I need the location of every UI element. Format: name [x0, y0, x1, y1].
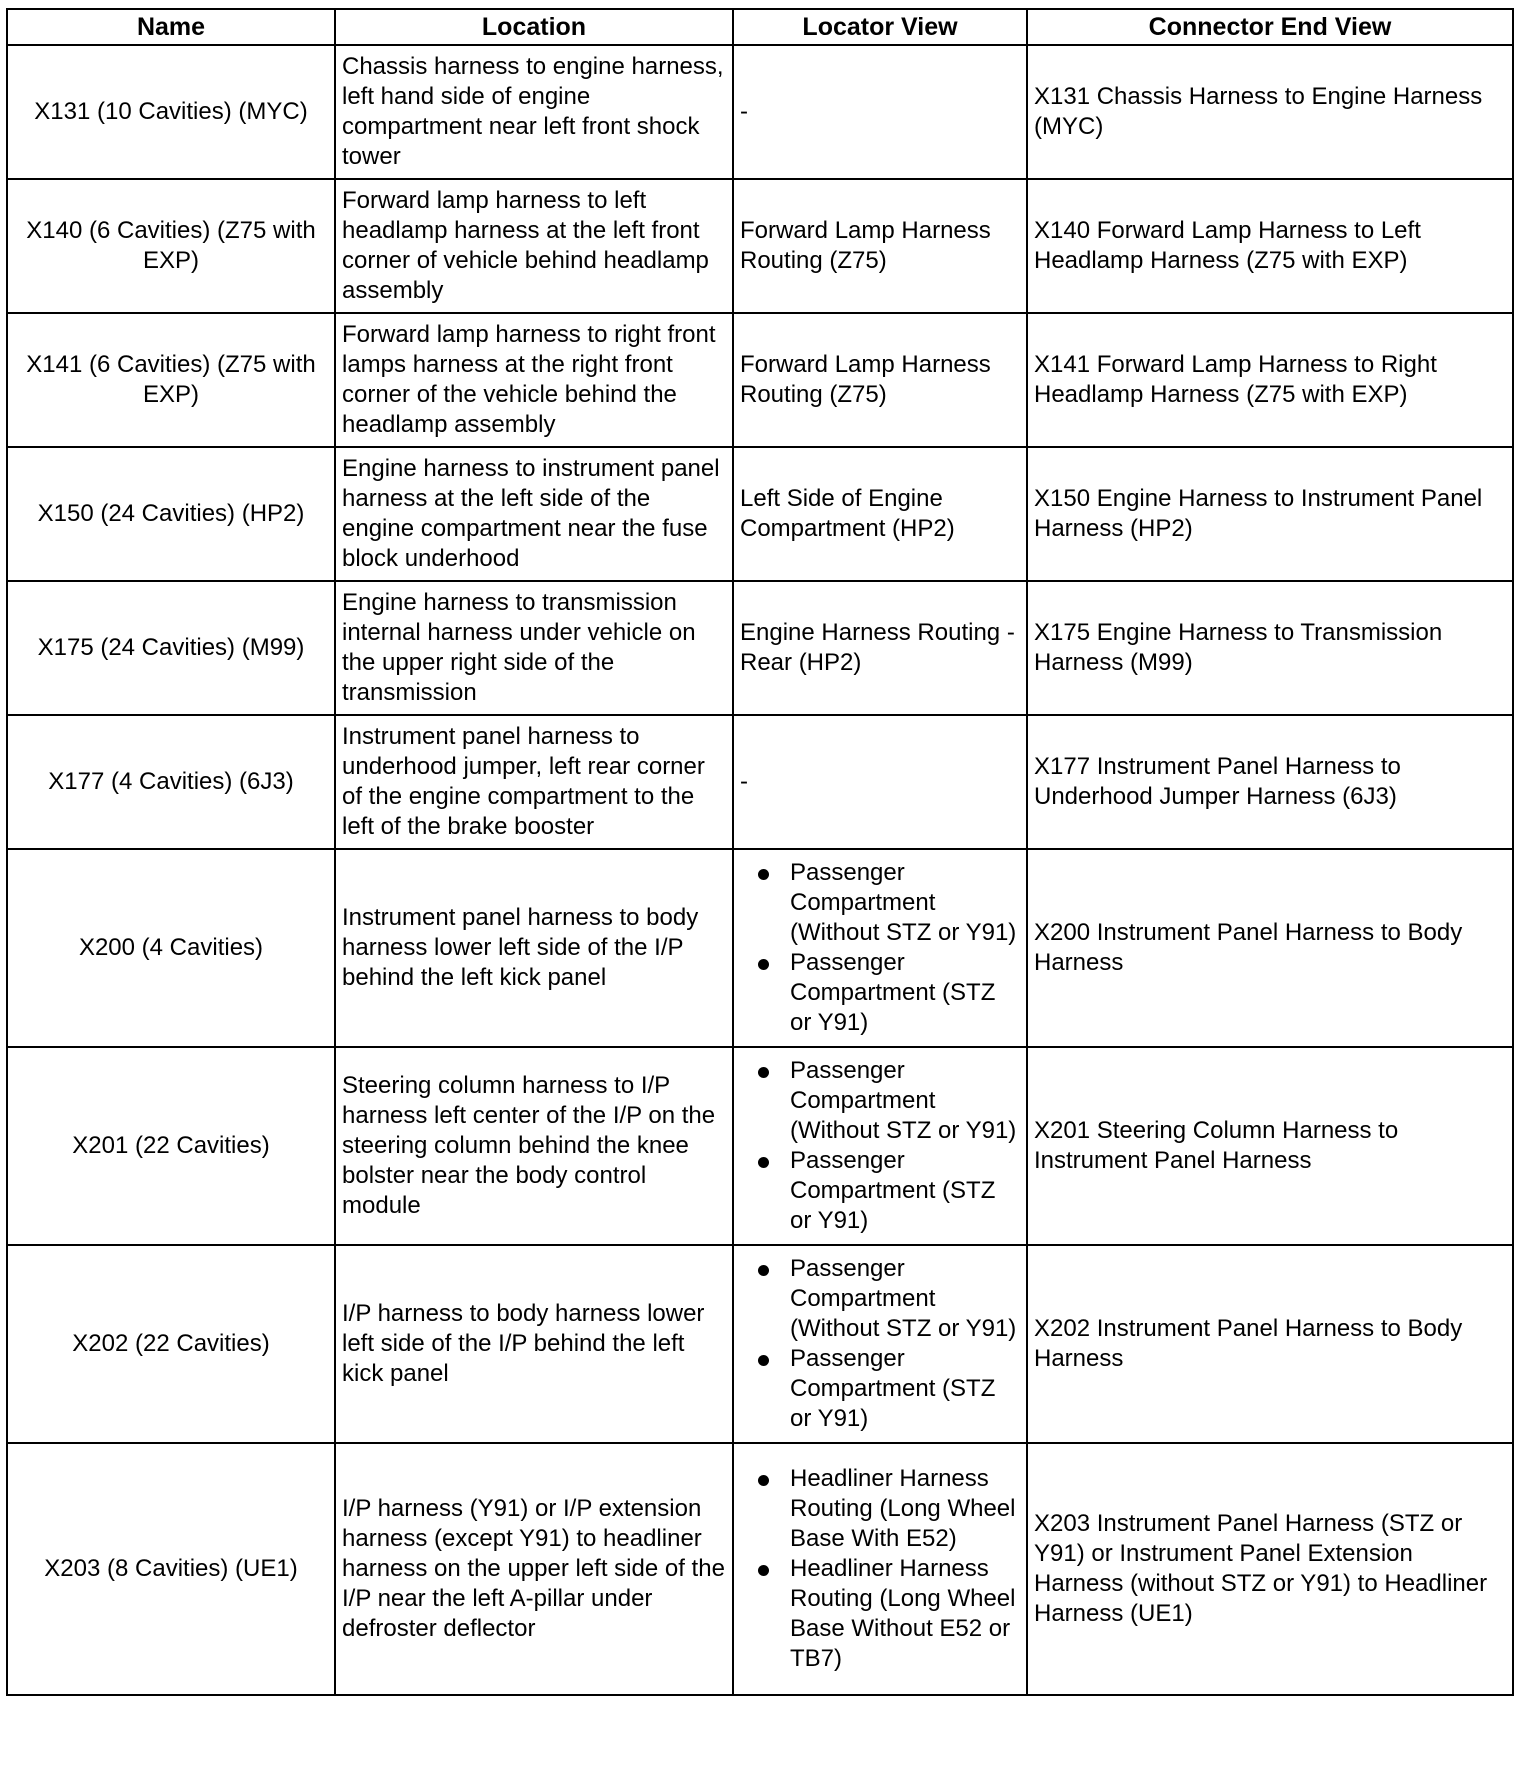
list-item [740, 1146, 1019, 1236]
connector-end-view: X175 Engine Harness to Transmission Harness (M99) [1027, 581, 1513, 715]
locator-view-list [740, 1464, 1019, 1674]
connector-location: Instrument panel harness to body harness lower left side of the I/P behind the left kick panel [335, 849, 733, 1047]
connector-name: X177 (4 Cavities) (6J3) [7, 715, 335, 849]
header-connector-end-view: Connector End View [1027, 9, 1513, 45]
list-item [740, 1344, 1019, 1434]
table-row [7, 581, 1513, 715]
locator-view-link: Passenger Compartment (Without STZ or Y91) [790, 1255, 1017, 1342]
table-row [7, 1047, 1513, 1245]
connector-end-view: X177 Instrument Panel Harness to Underhood Jumper Harness (6J3) [1027, 715, 1513, 849]
connector-name: X203 (8 Cavities) (UE1) [7, 1443, 335, 1695]
locator-view-link: Passenger Compartment (Without STZ or Y91) [790, 1057, 1017, 1144]
connector-location: Engine harness to instrument panel harness at the left side of the engine compartment near the fuse block underhood [335, 447, 733, 581]
connector-location: Engine harness to transmission internal harness under vehicle on the upper right side of the transmission [335, 581, 733, 715]
table-row [7, 1245, 1513, 1443]
locator-view: Engine Harness Routing - Rear (HP2) [733, 581, 1027, 715]
list-item [740, 858, 1019, 948]
connector-end-view: X202 Instrument Panel Harness to Body Harness [1027, 1245, 1513, 1443]
connector-name: X202 (22 Cavities) [7, 1245, 335, 1443]
connector-name: X150 (24 Cavities) (HP2) [7, 447, 335, 581]
locator-view-link: Headliner Harness Routing (Long Wheel Base Without E52 or TB7) [790, 1555, 1016, 1672]
locator-view [733, 849, 1027, 1047]
list-item [740, 948, 1019, 1038]
connector-end-view: X150 Engine Harness to Instrument Panel Harness (HP2) [1027, 447, 1513, 581]
table-row [7, 179, 1513, 313]
locator-view-link: Passenger Compartment (STZ or Y91) [790, 949, 996, 1036]
locator-view [733, 1047, 1027, 1245]
connector-name: X131 (10 Cavities) (MYC) [7, 45, 335, 179]
locator-view: Left Side of Engine Compartment (HP2) [733, 447, 1027, 581]
bullet-icon [758, 1355, 769, 1366]
connector-end-view: X203 Instrument Panel Harness (STZ or Y91) or Instrument Panel Extension Harness (without STZ or Y91) to Headliner Harness (UE1) [1027, 1443, 1513, 1695]
locator-view: Forward Lamp Harness Routing (Z75) [733, 179, 1027, 313]
bullet-icon [758, 869, 769, 880]
connector-location: Steering column harness to I/P harness left center of the I/P on the steering column behind the knee bolster near the body control module [335, 1047, 733, 1245]
locator-view [733, 1443, 1027, 1695]
connector-location: Chassis harness to engine harness, left hand side of engine compartment near left front shock tower [335, 45, 733, 179]
list-item [740, 1464, 1019, 1554]
connector-table [6, 8, 1514, 1696]
bullet-icon [758, 1265, 769, 1276]
connector-location: Instrument panel harness to underhood jumper, left rear corner of the engine compartment to the left of the brake booster [335, 715, 733, 849]
bullet-icon [758, 1565, 769, 1576]
list-item [740, 1254, 1019, 1344]
bullet-icon [758, 1157, 769, 1168]
bullet-icon [758, 959, 769, 970]
header-name: Name [7, 9, 335, 45]
connector-location: Forward lamp harness to right front lamps harness at the right front corner of the vehicle behind the headlamp assembly [335, 313, 733, 447]
header-locator-view: Locator View [733, 9, 1027, 45]
connector-name: X201 (22 Cavities) [7, 1047, 335, 1245]
locator-view: - [733, 715, 1027, 849]
connector-name: X175 (24 Cavities) (M99) [7, 581, 335, 715]
connector-end-view: X131 Chassis Harness to Engine Harness (MYC) [1027, 45, 1513, 179]
locator-view-list [740, 858, 1019, 1038]
table-row [7, 1443, 1513, 1695]
bullet-icon [758, 1475, 769, 1486]
table-row [7, 715, 1513, 849]
locator-view [733, 1245, 1027, 1443]
locator-view-link: Headliner Harness Routing (Long Wheel Base With E52) [790, 1465, 1016, 1552]
header-row [7, 9, 1513, 45]
bullet-icon [758, 1067, 769, 1078]
table-row [7, 313, 1513, 447]
connector-end-view: X200 Instrument Panel Harness to Body Harness [1027, 849, 1513, 1047]
connector-name: X200 (4 Cavities) [7, 849, 335, 1047]
connector-end-view: X201 Steering Column Harness to Instrument Panel Harness [1027, 1047, 1513, 1245]
table-row [7, 447, 1513, 581]
connector-end-view: X141 Forward Lamp Harness to Right Headlamp Harness (Z75 with EXP) [1027, 313, 1513, 447]
list-item [740, 1056, 1019, 1146]
locator-view: Forward Lamp Harness Routing (Z75) [733, 313, 1027, 447]
locator-view-link: Passenger Compartment (STZ or Y91) [790, 1147, 996, 1234]
connector-location: Forward lamp harness to left headlamp harness at the left front corner of vehicle behind headlamp assembly [335, 179, 733, 313]
locator-view-list [740, 1254, 1019, 1434]
table-row [7, 849, 1513, 1047]
connector-location: I/P harness to body harness lower left side of the I/P behind the left kick panel [335, 1245, 733, 1443]
table-row [7, 45, 1513, 179]
connector-end-view: X140 Forward Lamp Harness to Left Headlamp Harness (Z75 with EXP) [1027, 179, 1513, 313]
locator-view-list [740, 1056, 1019, 1236]
locator-view-link: Passenger Compartment (Without STZ or Y91) [790, 859, 1017, 946]
locator-view: - [733, 45, 1027, 179]
list-item [740, 1554, 1019, 1674]
connector-name: X141 (6 Cavities) (Z75 with EXP) [7, 313, 335, 447]
locator-view-link: Passenger Compartment (STZ or Y91) [790, 1345, 996, 1432]
connector-name: X140 (6 Cavities) (Z75 with EXP) [7, 179, 335, 313]
header-location: Location [335, 9, 733, 45]
connector-location: I/P harness (Y91) or I/P extension harness (except Y91) to headliner harness on the upper left side of the I/P near the left A-pillar under defroster deflector [335, 1443, 733, 1695]
